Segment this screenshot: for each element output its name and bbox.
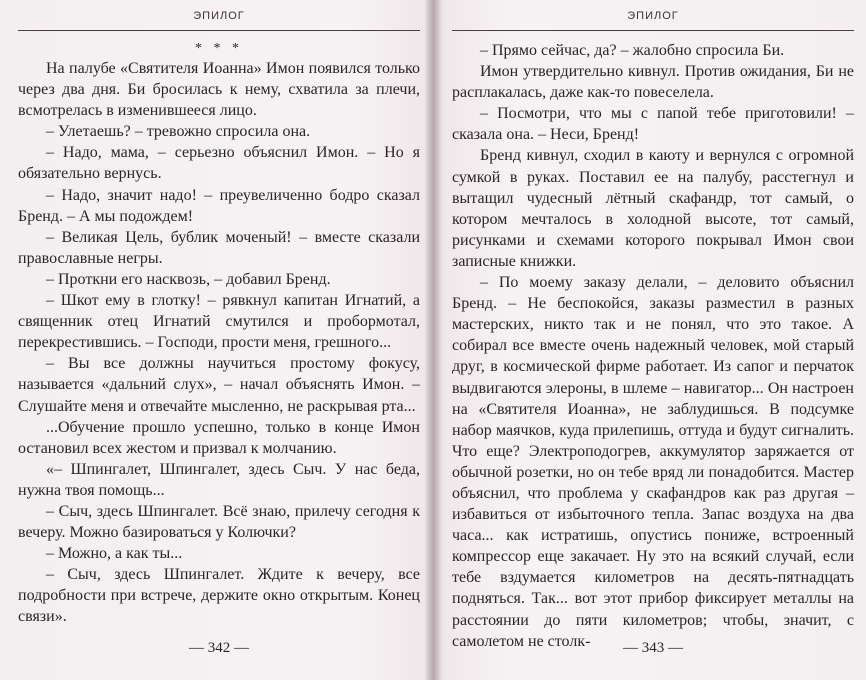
paragraph: Имон утвердительно кивнул. Против ожидания, Би не расплакалась, даже как-то повеселела. [452, 63, 854, 102]
paragraph: – Великая Цель, бублик моченый! – вместе сказали православные негры. [18, 228, 420, 267]
paragraph: – По моему заказу делали, – деловито объяснил Бренд. – Не беспокойся, заказы разместил в разных мастерских, никто так и не понял, что это такое. А собирал все вместе очень надежный человек, мой старый друг, в космической фирме работает. Из сапог и перчаток выдвигаются элероны, в шлеме – навигатор... Он настроен на «Святителя Иоанна», не заблудишься. В подсумке набор маячков, куда прилепишь, оттуда и будут сигналить. Что еще? Электроподогрев, аккумулятор заряжается от обычной розетки, но он тебе вряд ли понадобится. Мастер объяснил, что проблема у скафандров как раз другая – избавиться от избыточного тепла. Запас воздуха на два часа... как истратишь, опустись пониже, встроенный компрессор еще закачает. Ну это на всякий случай, если тебе вздумается километров на десять-пятнадцать подняться. Так... вот этот прибор фиксирует металлы на расстоянии до пяти километров; чтобы, значит, с самолетом не столк- [452, 274, 854, 650]
header-rule [18, 30, 420, 31]
paragraph: – Посмотри, что мы с папой тебе приготовили! – сказала она. – Неси, Бренд! [452, 105, 854, 144]
paragraph: – Сыч, здесь Шпингалет. Ждите к вечеру, все подробности при встрече, держите окно открытым. Конец связи». [18, 566, 420, 626]
running-head: ЭПИЛОГ [193, 10, 245, 22]
running-head: ЭПИЛОГ [627, 10, 679, 22]
section-separator: * * * [195, 41, 243, 56]
left-page [18, 0, 420, 680]
page-body [452, 40, 854, 652]
paragraph: – Вы все должны научиться простому фокусу, называется «дальний слух», – начал объяснять Имон. – Слушайте меня и отвечайте мысленно, не раскрывая рта... [18, 355, 420, 415]
paragraph: – Улетаешь? – тревожно спросила она. [46, 123, 311, 141]
paragraph: На палубе «Святителя Иоанна» Имон появился только через два дня. Би бросилась к нему, схватила за плечи, всмотрелась в изменившееся лицо. [18, 60, 420, 120]
page-body [18, 40, 420, 628]
paragraph: – Надо, мама, – серьезно объяснил Имон. – Но я обязательно вернусь. [18, 144, 420, 183]
paragraph: Бренд кивнул, сходил в каюту и вернулся с огромной сумкой в руках. Поставил ее на палубу, расстегнул и вытащил чудесный лётный скафандр, тот самый, о котором мечталось в холодной высоте, тот самый, рисунками и схемами которого покрывал Имон свои записные книжки. [452, 147, 854, 270]
page-number: — 342 — [189, 640, 249, 656]
paragraph: – Прямо сейчас, да? – жалобно спросила Би. [480, 42, 785, 59]
paragraph: «– Шпингалет, Шпингалет, здесь Сыч. У нас беда, нужна твоя помощь... [18, 460, 420, 499]
paragraph: – Сыч, здесь Шпингалет. Всё знаю, прилечу сегодня к вечеру. Можно базироваться у Колючки? [18, 502, 420, 542]
paragraph: – Можно, а как ты... [46, 545, 183, 563]
paragraph: – Шкот ему в глотку! – рявкнул капитан Игнатий, а священник отец Игнатий смутился и пробормотал, перекрестившись. – Господи, прости меня, грешного... [18, 292, 420, 352]
right-page [452, 0, 854, 680]
header-rule [452, 30, 854, 31]
paragraph: – Проткни его насквозь, – добавил Бренд. [46, 270, 331, 288]
book-gutter [424, 0, 444, 680]
paragraph: ...Обучение прошло успешно, только в конце Имон остановил всех жестом и призвал к молчанию. [18, 418, 420, 457]
page-number: — 343 — [623, 640, 683, 656]
paragraph: – Надо, значит надо! – преувеличенно бодро сказал Бренд. – А мы подождем! [18, 186, 420, 225]
